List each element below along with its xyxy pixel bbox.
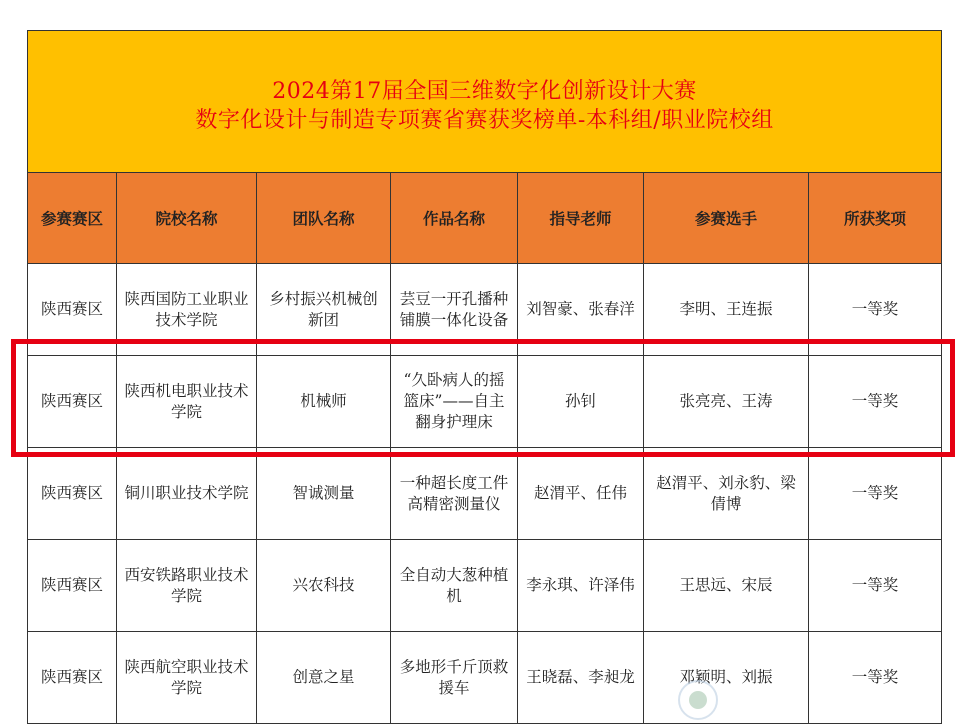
cell-advisor: 刘智豪、张春洋	[518, 264, 644, 356]
cell-award: 一等奖	[809, 356, 942, 448]
header-advisor: 指导老师	[518, 173, 644, 264]
header-school: 院校名称	[117, 173, 257, 264]
table-row	[28, 540, 942, 632]
table-row	[28, 632, 942, 724]
cell-players: 张亮亮、王涛	[644, 356, 809, 448]
cell-team: 乡村振兴机械创新团	[257, 264, 391, 356]
table-row	[28, 448, 942, 540]
cell-region: 陕西赛区	[28, 356, 117, 448]
cell-award: 一等奖	[809, 540, 942, 632]
award-table	[27, 30, 942, 724]
cell-work: 多地形千斤顶救援车	[391, 632, 518, 724]
cell-players: 王思远、宋辰	[644, 540, 809, 632]
header-players: 参赛选手	[644, 173, 809, 264]
cell-team: 兴农科技	[257, 540, 391, 632]
cell-work: “久卧病人的摇篮床”——自主翻身护理床	[391, 356, 518, 448]
cell-players: 李明、王连振	[644, 264, 809, 356]
cell-advisor: 孙钊	[518, 356, 644, 448]
header-team: 团队名称	[257, 173, 391, 264]
cell-players: 邓颖明、刘振	[644, 632, 809, 724]
cell-school: 陕西机电职业技术学院	[117, 356, 257, 448]
cell-team: 创意之星	[257, 632, 391, 724]
title-line-1: 2024第17届全国三维数字化创新设计大赛	[272, 78, 697, 104]
cell-team: 机械师	[257, 356, 391, 448]
watermark-logo-icon	[678, 680, 718, 720]
cell-school: 陕西国防工业职业技术学院	[117, 264, 257, 356]
cell-school: 铜川职业技术学院	[117, 448, 257, 540]
header-row	[28, 173, 942, 264]
title-row	[28, 31, 942, 173]
cell-region: 陕西赛区	[28, 264, 117, 356]
cell-advisor: 赵渭平、任伟	[518, 448, 644, 540]
cell-players: 赵渭平、刘永豹、梁倩博	[644, 448, 809, 540]
header-region: 参赛赛区	[28, 173, 117, 264]
header-work: 作品名称	[391, 173, 518, 264]
cell-award: 一等奖	[809, 632, 942, 724]
cell-region: 陕西赛区	[28, 632, 117, 724]
cell-region: 陕西赛区	[28, 448, 117, 540]
cell-school: 陕西航空职业技术学院	[117, 632, 257, 724]
cell-advisor: 王晓磊、李昶龙	[518, 632, 644, 724]
cell-work: 全自动大葱种植机	[391, 540, 518, 632]
cell-advisor: 李永琪、许泽伟	[518, 540, 644, 632]
cell-school: 西安铁路职业技术学院	[117, 540, 257, 632]
cell-region: 陕西赛区	[28, 540, 117, 632]
header-award: 所获奖项	[809, 173, 942, 264]
cell-work: 芸豆一开孔播种铺膜一体化设备	[391, 264, 518, 356]
cell-team: 智诚测量	[257, 448, 391, 540]
cell-work: 一种超长度工件高精密测量仪	[391, 448, 518, 540]
award-sheet	[27, 30, 941, 724]
title-line-2: 数字化设计与制造专项赛省赛获奖榜单-本科组/职业院校组	[195, 107, 774, 133]
cell-award: 一等奖	[809, 448, 942, 540]
page-title	[28, 31, 942, 173]
table-row	[28, 264, 942, 356]
cell-award: 一等奖	[809, 264, 942, 356]
table-row	[28, 356, 942, 448]
